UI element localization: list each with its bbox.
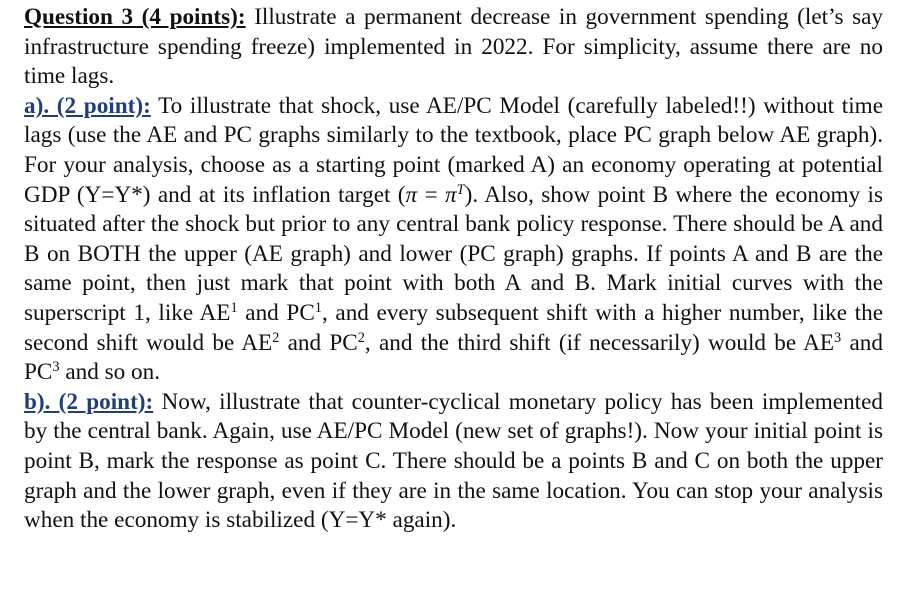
pi-symbol: π xyxy=(405,181,418,208)
part-a-text-4: , and every subsequent shift with a higher number, like the second shift would be AE xyxy=(24,299,884,356)
ae2-superscript: 2 xyxy=(272,329,280,346)
question-text: Illustrate a permanent decrease in government spending (let’s say infrastructure spending freeze) implemented in 2022. For simplicity, assume there are no time lags. xyxy=(24,4,884,90)
equals-sign: = xyxy=(424,181,438,208)
pc2-superscript: 2 xyxy=(357,329,365,346)
part-a-paragraph xyxy=(24,92,883,388)
part-b-text: Now, illustrate that counter-cyclical monetary policy has been implemented by the central bank. Again, use AE/PC Model (new set of graphs!). Now your initial point is point B, mark the response as point C. There should be a points B and C on both the upper graph and the lower graph, even if they are in the same location. You can stop your analysis when the economy is stabilized (Y=Y* again). xyxy=(24,388,883,534)
pi-target-superscript: T xyxy=(456,181,465,198)
question-heading: Question 3 (4 points): xyxy=(24,4,246,30)
pc3-superscript: 3 xyxy=(52,359,60,376)
pi-target: π xyxy=(445,181,457,208)
part-a-text-7: and PC xyxy=(24,329,883,386)
part-b-heading: b). (2 point): xyxy=(24,388,154,415)
ae1-superscript: 1 xyxy=(230,300,238,317)
part-a-text-6: , and the third shift (if necessarily) would be AE xyxy=(364,329,835,356)
part-a-text-3: and PC xyxy=(237,299,315,326)
question-intro xyxy=(24,3,883,92)
part-a-text-1: To illustrate that shock, use AE/PC Model (carefully labeled!!) without time lags (use the AE and PC graphs similarly to the textbook, place PC graph below AE graph). For your analysis, choose as a starting point (marked A) an economy operating at potential GDP (Y=Y*) and at its inflation target ( xyxy=(24,92,883,208)
part-a-text-2: ). Also, show point B where the economy is situated after the shock but prior to any central bank policy response. There should be A and B on BOTH the upper (AE graph) and lower (PC graph) graphs. If points A and B are the same point, then just mark that point with both A and B. Mark initial curves with the superscript 1, like AE xyxy=(24,181,884,326)
ae3-superscript: 3 xyxy=(834,329,842,346)
pc1-superscript: 1 xyxy=(314,300,322,317)
part-a-heading: a). (2 point): xyxy=(24,92,151,119)
part-b-paragraph xyxy=(24,388,883,536)
part-a-text-5: and PC xyxy=(279,329,358,356)
part-a-text-8: and so on. xyxy=(59,359,161,386)
